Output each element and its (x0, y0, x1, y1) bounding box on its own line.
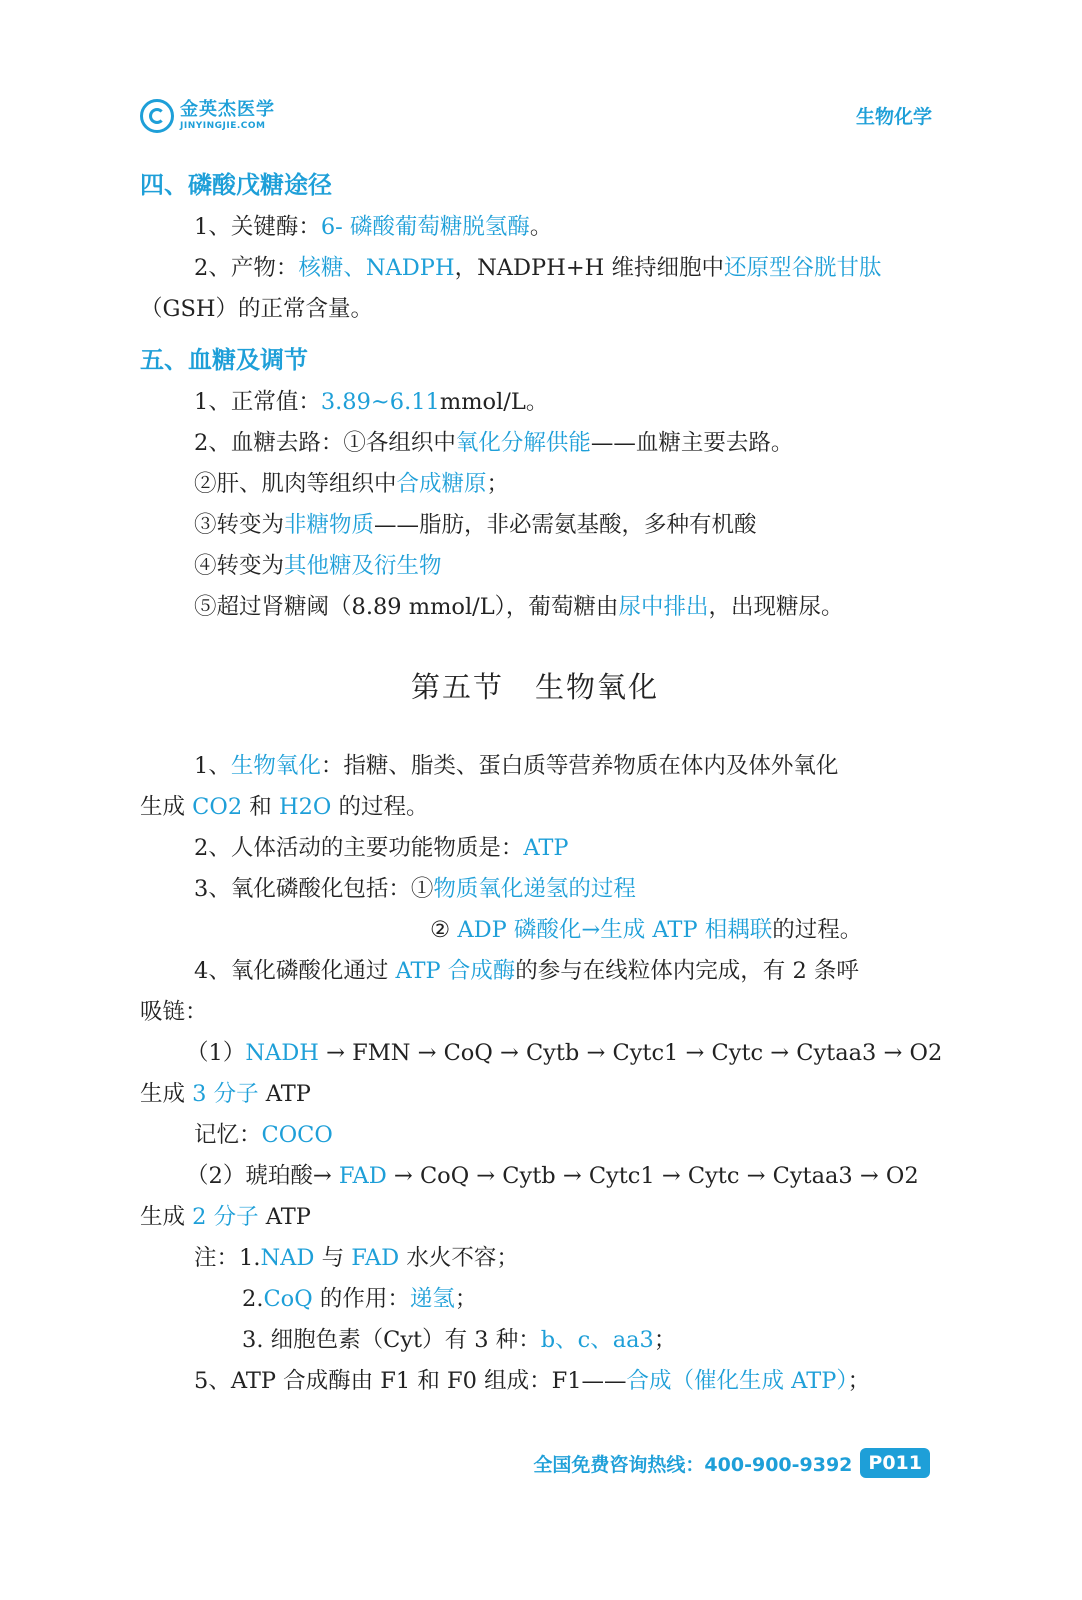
page-number-badge: P011 (860, 1448, 930, 1478)
text-line: 4、氧化磷酸化通过 ATP 合成酶的参与在线粒体内完成，有 2 条呼 (194, 958, 859, 984)
text-line: 2、产物：核糖、NADPH，NADPH+H 维持细胞中还原型谷胱甘肽 (194, 255, 882, 281)
text-line: 1、正常值：3.89~6.11mmol/L。 (194, 389, 549, 415)
text-line: ② ADP 磷酸化→生成 ATP 相耦联的过程。 (430, 917, 863, 943)
text-line: 1、关键酶：6- 磷酸葡萄糖脱氢酶。 (194, 214, 553, 240)
respiratory-chain-2: （2）琥珀酸→ FAD → CoQ → Cytb → Cytc1 → Cytc → Cytaa3 → O2 (186, 1163, 919, 1189)
hotline-text: 全国免费咨询热线：400-900-9392 (533, 1453, 853, 1476)
text-line: ②肝、肌肉等组织中合成糖原； (194, 471, 510, 497)
text-line: 5、ATP 合成酶由 F1 和 F0 组成：F1——合成（催化生成 ATP）； (194, 1368, 871, 1394)
section-heading-blood-sugar: 五、血糖及调节 (140, 346, 308, 374)
text-line: 生成 3 分子 ATP (140, 1081, 311, 1107)
text-line: 生成 2 分子 ATP (140, 1204, 311, 1230)
text-line: （GSH）的正常含量。 (140, 296, 374, 322)
text-line: ④转变为其他糖及衍生物 (194, 553, 442, 579)
text-line: ③转变为非糖物质——脂肪，非必需氨基酸，多种有机酸 (194, 512, 757, 538)
text-line: ⑤超过肾糖阈（8.89 mmol/L），葡萄糖由尿中排出，出现糖尿。 (194, 594, 844, 620)
text-line: 吸链： (140, 999, 208, 1025)
text-line: 1、生物氧化：指糖、脂类、蛋白质等营养物质在体内及体外氧化 (194, 753, 839, 779)
note-line: 3. 细胞色素（Cyt）有 3 种：b、c、aa3； (242, 1327, 677, 1353)
footer (533, 1448, 930, 1478)
text-line: 记忆：COCO (194, 1122, 333, 1148)
respiratory-chain-1: （1）NADH → FMN → CoQ → Cytb → Cytc1 → Cytc → Cytaa3 → O2 (186, 1040, 943, 1066)
text-line: 2、血糖去路：①各组织中氧化分解供能——血糖主要去路。 (194, 430, 794, 456)
logo-chinese-text: 金英杰医学 (180, 99, 275, 120)
section-heading-pentose: 四、磷酸戊糖途径 (140, 171, 332, 199)
chapter-title: 第五节 生物氧化 (410, 670, 659, 704)
text-line: 生成 CO2 和 H2O 的过程。 (140, 794, 429, 820)
note-line: 注：1.NAD 与 FAD 水火不容； (194, 1245, 519, 1271)
logo-swirl-icon (140, 99, 174, 133)
brand-logo (140, 96, 275, 136)
page-content (140, 163, 943, 1402)
text-line: 2、人体活动的主要功能物质是：ATP (194, 835, 569, 861)
subject-title: 生物化学 (855, 106, 932, 128)
text-line: 3、氧化磷酸化包括：①物质氧化递氢的过程 (194, 876, 636, 902)
note-line: 2.CoQ 的作用：递氢； (242, 1286, 478, 1312)
logo-english-text: JINYINGJIE.COM (180, 121, 266, 131)
